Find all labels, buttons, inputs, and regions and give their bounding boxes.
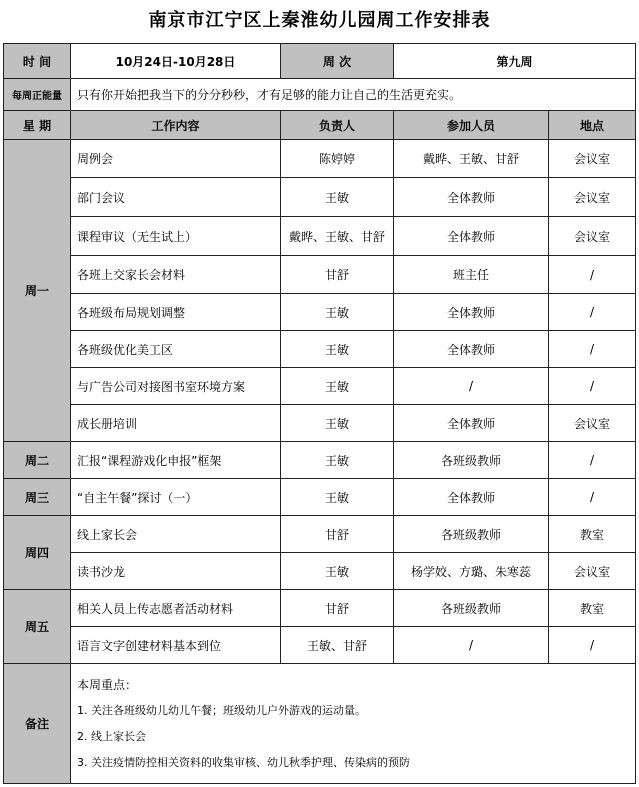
task-content: 各班级布局规划调整 xyxy=(71,294,281,331)
task-participants: / xyxy=(394,627,549,664)
table-row xyxy=(4,479,636,516)
task-participants: / xyxy=(394,368,549,405)
task-owner: 甘舒 xyxy=(281,516,394,553)
task-content: 成长册培训 xyxy=(71,405,281,442)
notes-content xyxy=(71,664,636,784)
table-row xyxy=(4,331,636,368)
task-participants: 全体教师 xyxy=(394,217,549,256)
table-row xyxy=(4,256,636,294)
notes-item: 3. 关注疫情防控相关资料的收集审核、幼儿秋季护理、传染病的预防 xyxy=(77,756,410,769)
table-row xyxy=(4,140,636,178)
table-row xyxy=(4,442,636,479)
table-row xyxy=(4,368,636,405)
table-row xyxy=(4,294,636,331)
table-row xyxy=(4,217,636,256)
task-owner: 王敏 xyxy=(281,442,394,479)
task-content: 汇报“课程游戏化申报”框架 xyxy=(71,442,281,479)
motto-label: 每周正能量 xyxy=(4,79,71,111)
task-owner: 王敏 xyxy=(281,331,394,368)
task-owner: 陈婷婷 xyxy=(281,140,394,178)
table-row xyxy=(4,553,636,590)
task-owner: 戴晔、王敏、甘舒 xyxy=(281,217,394,256)
task-content: 相关人员上传志愿者活动材料 xyxy=(71,590,281,627)
task-location: / xyxy=(549,368,636,405)
date-range: 10月24日-10月28日 xyxy=(71,44,281,79)
task-owner: 王敏 xyxy=(281,294,394,331)
task-participants: 全体教师 xyxy=(394,294,549,331)
day-friday: 周五 xyxy=(4,590,71,664)
column-header-row xyxy=(4,111,636,140)
time-label: 时 间 xyxy=(4,44,71,79)
notes-row xyxy=(4,664,636,784)
task-content: 语言文字创建材料基本到位 xyxy=(71,627,281,664)
week-label: 周 次 xyxy=(281,44,394,79)
task-location: 会议室 xyxy=(549,553,636,590)
task-location: / xyxy=(549,256,636,294)
task-content: 与广告公司对接图书室环境方案 xyxy=(71,368,281,405)
task-content: “自主午餐”探讨（一） xyxy=(71,479,281,516)
task-content: 部门会议 xyxy=(71,178,281,217)
table-row xyxy=(4,516,636,553)
table-row xyxy=(4,590,636,627)
task-owner: 王敏、甘舒 xyxy=(281,627,394,664)
day-tuesday: 周二 xyxy=(4,442,71,479)
col-day: 星 期 xyxy=(4,111,71,140)
task-location: 教室 xyxy=(549,590,636,627)
day-thursday: 周四 xyxy=(4,516,71,590)
task-owner: 王敏 xyxy=(281,368,394,405)
notes-item: 1. 关注各班级幼儿幼儿午餐；班级幼儿户外游戏的运动量。 xyxy=(77,704,366,717)
table-row xyxy=(4,178,636,217)
task-owner: 甘舒 xyxy=(281,256,394,294)
task-participants: 杨学姣、方璐、朱寒蕊 xyxy=(394,553,549,590)
task-location: / xyxy=(549,442,636,479)
task-participants: 戴晔、王敏、甘舒 xyxy=(394,140,549,178)
notes-item: 2. 线上家长会 xyxy=(77,730,146,743)
task-location: 教室 xyxy=(549,516,636,553)
task-location: / xyxy=(549,627,636,664)
table-row xyxy=(4,627,636,664)
notes-heading: 本周重点： xyxy=(77,678,138,692)
week-value: 第九周 xyxy=(394,44,636,79)
header-row xyxy=(4,44,636,79)
task-owner: 甘舒 xyxy=(281,590,394,627)
task-owner: 王敏 xyxy=(281,479,394,516)
task-content: 周例会 xyxy=(71,140,281,178)
day-monday: 周一 xyxy=(4,140,71,442)
task-participants: 全体教师 xyxy=(394,405,549,442)
task-owner: 王敏 xyxy=(281,405,394,442)
task-location: 会议室 xyxy=(549,405,636,442)
task-participants: 全体教师 xyxy=(394,331,549,368)
task-participants: 班主任 xyxy=(394,256,549,294)
task-participants: 各班级教师 xyxy=(394,590,549,627)
motto-text: 只有你开始把我当下的分分秒秒，才有足够的能力让自己的生活更充实。 xyxy=(71,79,636,111)
task-location: 会议室 xyxy=(549,140,636,178)
task-owner: 王敏 xyxy=(281,553,394,590)
task-content: 课程审议（无生试上） xyxy=(71,217,281,256)
page-title: 南京市江宁区上秦淮幼儿园周工作安排表 xyxy=(148,10,491,31)
day-wednesday: 周三 xyxy=(4,479,71,516)
task-participants: 全体教师 xyxy=(394,178,549,217)
notes-label: 备注 xyxy=(4,664,71,784)
task-location: / xyxy=(549,331,636,368)
col-participants: 参加人员 xyxy=(394,111,549,140)
task-content: 各班级优化美工区 xyxy=(71,331,281,368)
task-location: / xyxy=(549,294,636,331)
motto-row xyxy=(4,79,636,111)
task-location: / xyxy=(549,479,636,516)
task-content: 线上家长会 xyxy=(71,516,281,553)
table-row xyxy=(4,405,636,442)
task-content: 各班上交家长会材料 xyxy=(71,256,281,294)
schedule-table xyxy=(3,43,636,784)
col-location: 地点 xyxy=(549,111,636,140)
col-owner: 负责人 xyxy=(281,111,394,140)
task-content: 读书沙龙 xyxy=(71,553,281,590)
task-location: 会议室 xyxy=(549,178,636,217)
task-participants: 各班级教师 xyxy=(394,442,549,479)
task-participants: 全体教师 xyxy=(394,479,549,516)
task-location: 会议室 xyxy=(549,217,636,256)
task-owner: 王敏 xyxy=(281,178,394,217)
task-participants: 各班级教师 xyxy=(394,516,549,553)
col-content: 工作内容 xyxy=(71,111,281,140)
